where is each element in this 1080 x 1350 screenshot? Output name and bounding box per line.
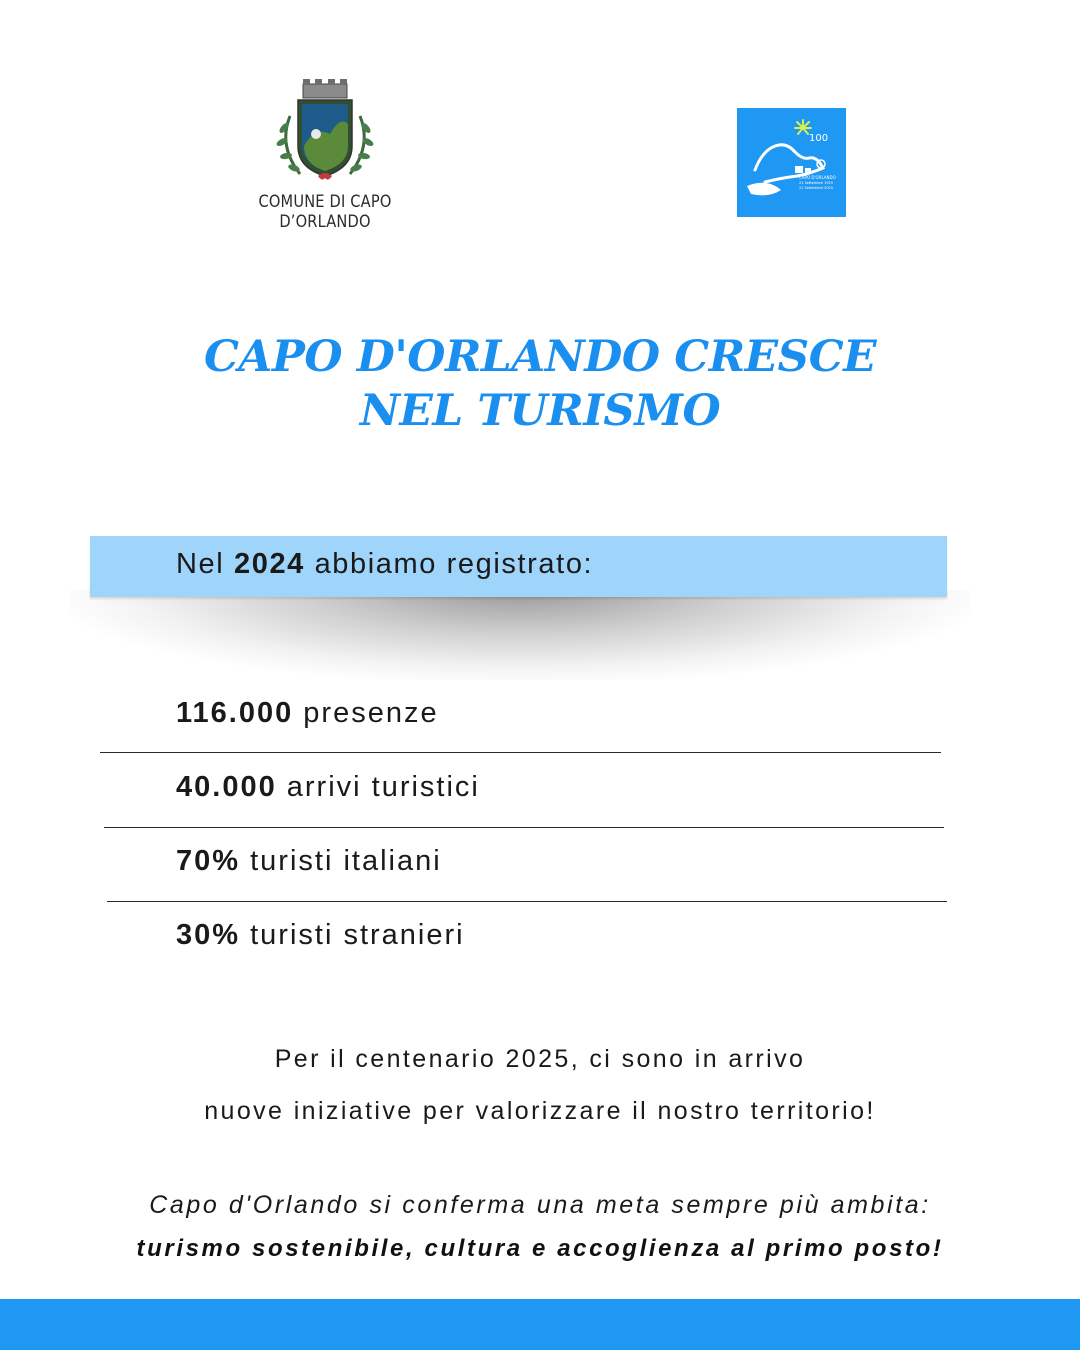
centenario-line-1: Per il centenario 2025, ci sono in arrivo [274, 1045, 806, 1073]
stat-item-arrivi [176, 771, 480, 804]
divider [107, 901, 947, 902]
bottom-accent-bar [0, 1299, 1080, 1350]
page-title [0, 330, 1080, 438]
title-line-1: CAPO D'ORLANDO CRESCE [203, 332, 877, 382]
comune-label: COMUNE DI CAPO D’ORLANDO [258, 192, 392, 232]
stat-value: 40.000 [176, 771, 277, 803]
divider [100, 752, 941, 753]
stat-item-italiani [176, 845, 442, 878]
banner-shadow [70, 590, 970, 680]
title-line-2: NEL TURISMO [359, 386, 721, 436]
banner-text [176, 548, 593, 581]
coat-of-arms [270, 76, 380, 186]
centenary-caption-1: CAPO D'ORLANDO [799, 175, 836, 180]
stat-value: 30% [176, 919, 241, 951]
centenary-badge-number: 100 [809, 133, 829, 144]
stat-label: presenze [293, 697, 439, 729]
divider [104, 827, 944, 828]
closing-line-1: Capo d'Orlando si conferma una meta sempre più ambita: [149, 1191, 931, 1219]
stat-label: turisti italiani [240, 845, 442, 877]
centenario-line-2: nuove iniziative per valorizzare il nostro territorio! [204, 1097, 876, 1125]
stat-item-stranieri [176, 919, 465, 952]
banner-suffix: abbiamo registrato: [304, 548, 594, 580]
centenary-logo-icon [737, 108, 846, 217]
stat-value: 70% [176, 845, 241, 877]
coat-of-arms-icon [270, 76, 380, 186]
stat-label: turisti stranieri [240, 919, 465, 951]
banner-year: 2024 [233, 548, 305, 580]
stat-value: 116.000 [176, 697, 294, 729]
stat-item-presenze [176, 697, 439, 730]
centenary-caption-3: 21 Settembre 2025 [799, 186, 834, 190]
banner-prefix: Nel [176, 548, 234, 580]
centenary-caption-2: 21 Settembre 1925 [799, 181, 834, 185]
stat-label: arrivi turistici [276, 771, 480, 803]
closing-line-2: turismo sostenibile, cultura e accoglienza al primo posto! [136, 1235, 944, 1262]
centenary-logo [737, 108, 846, 217]
